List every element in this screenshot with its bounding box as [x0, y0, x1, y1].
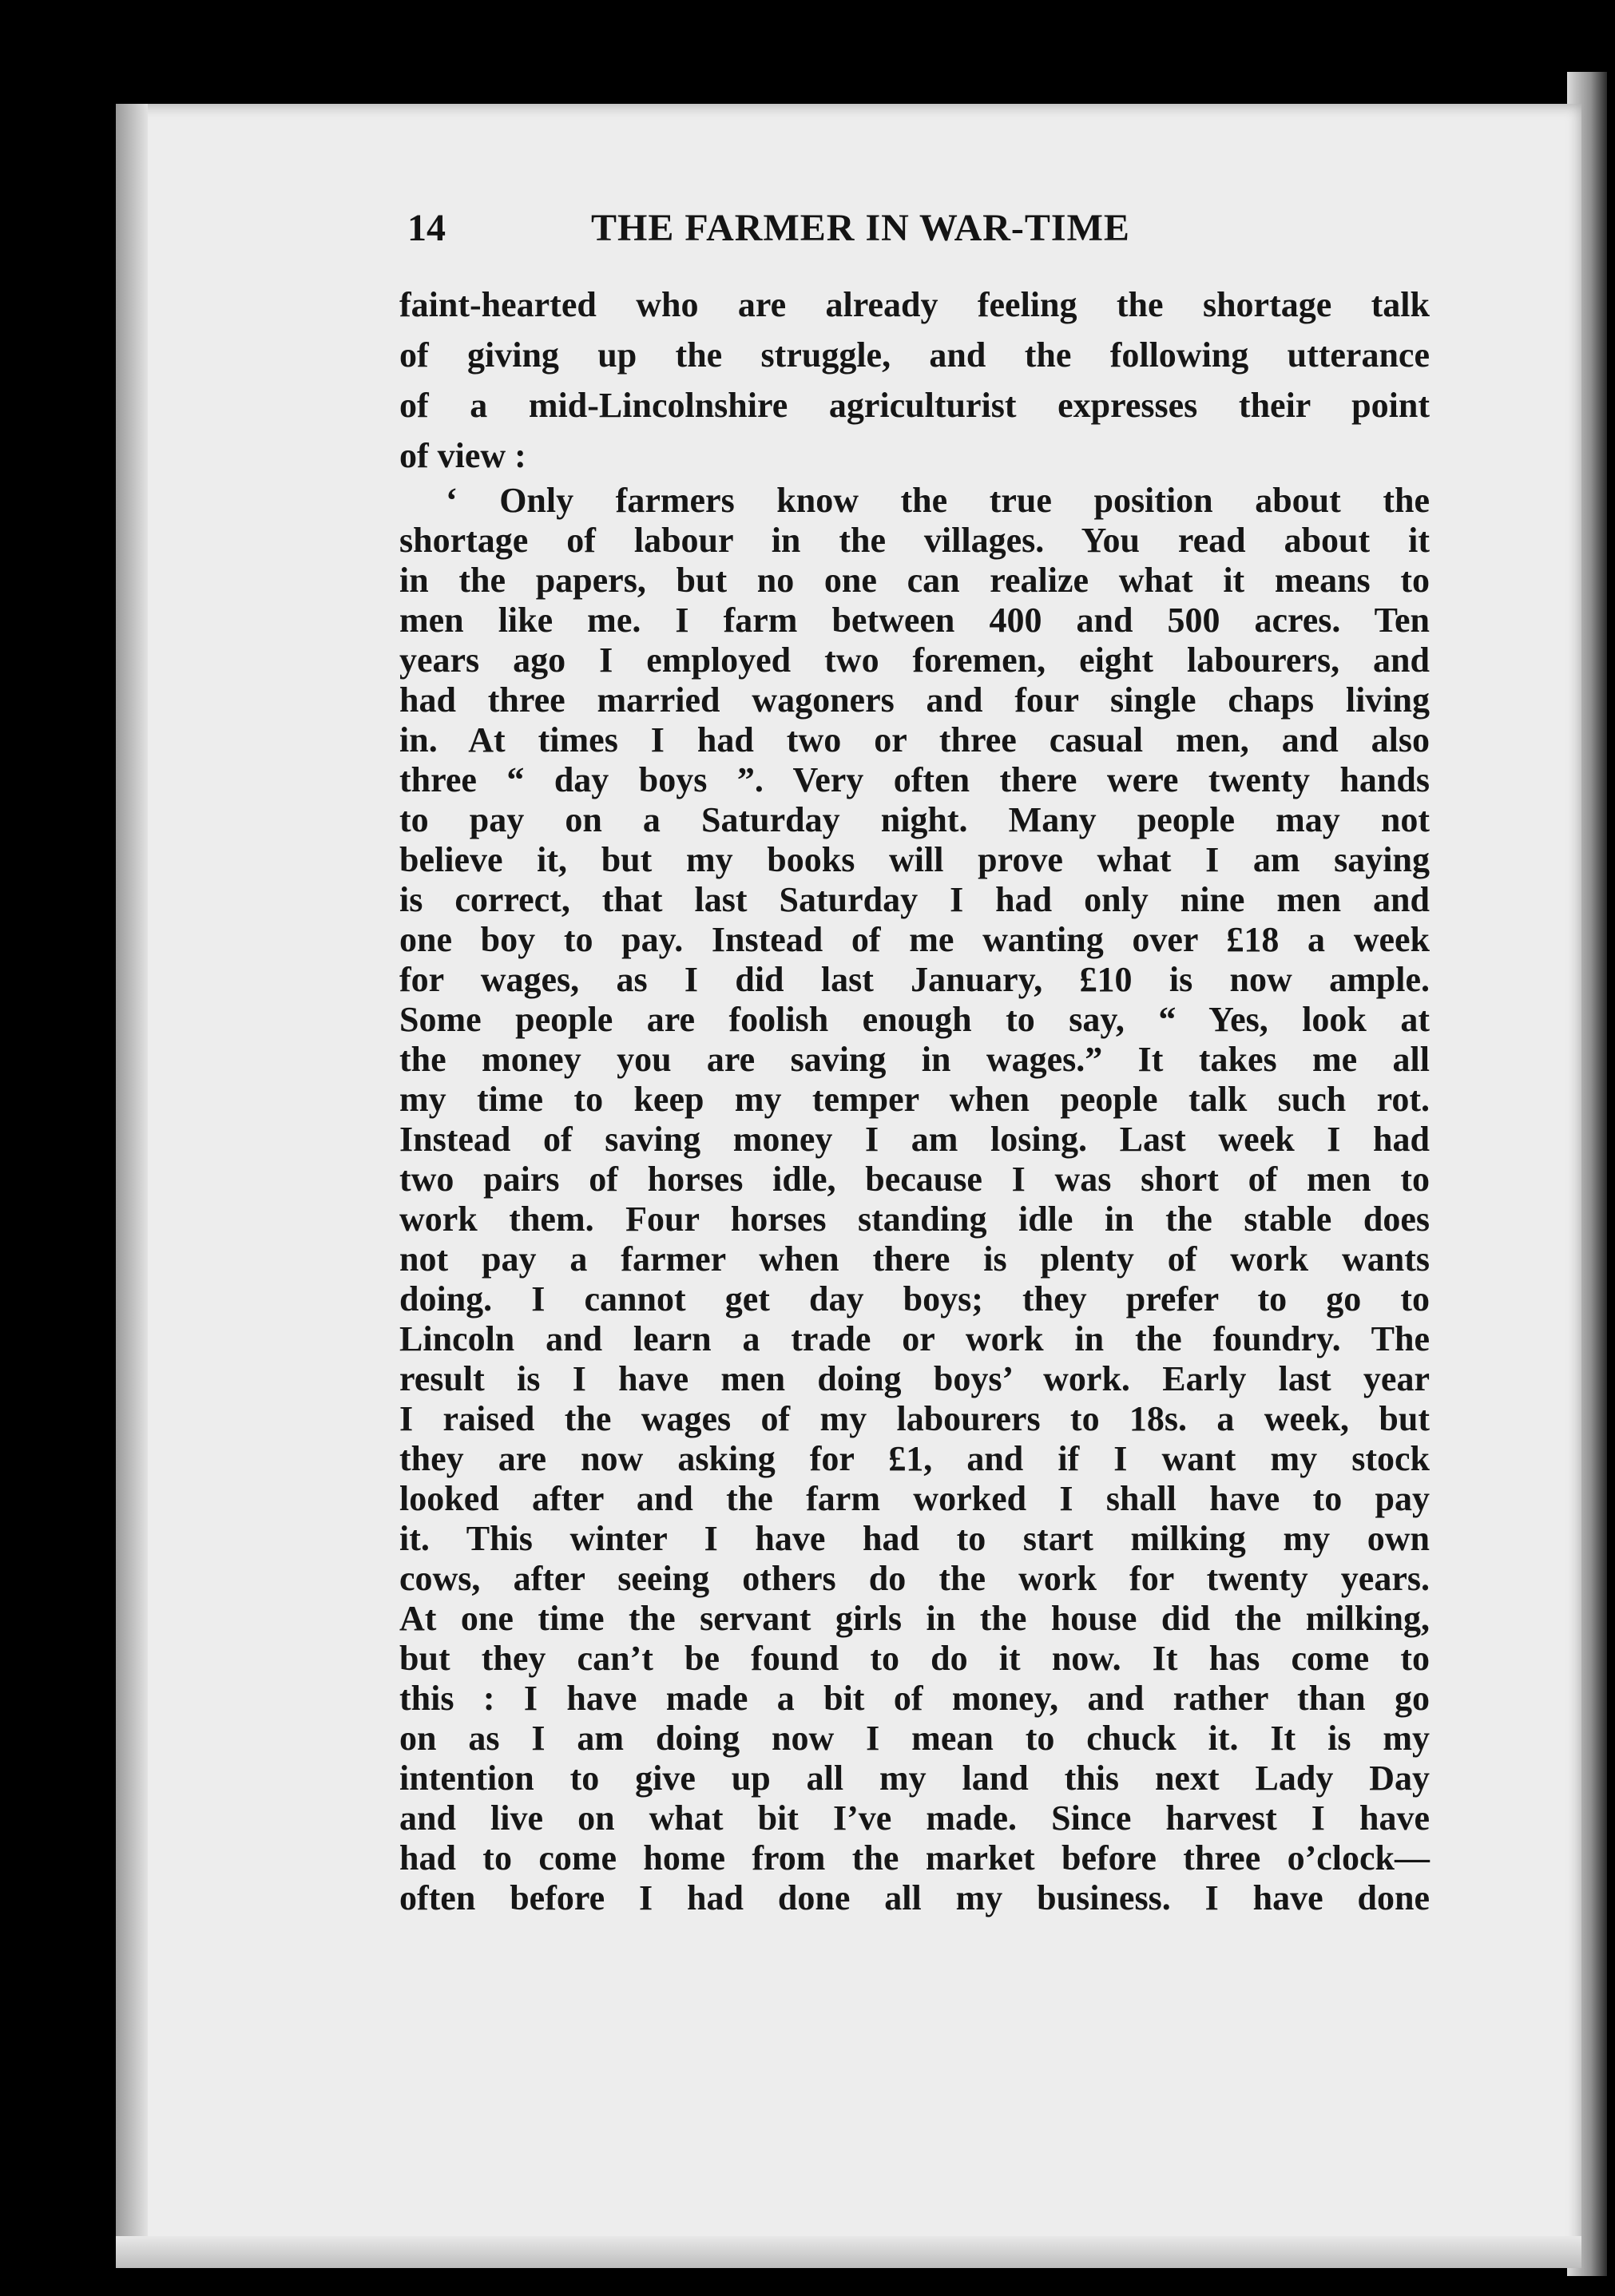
text-line: and live on what bit I’ve made. Since harvest I have — [399, 1798, 1430, 1838]
body-text — [399, 280, 1430, 1918]
text-line: on as I am doing now I mean to chuck it. It is my — [399, 1719, 1430, 1758]
text-line: often before I had done all my business. I have done — [399, 1878, 1430, 1917]
text-line: ‘ Only farmers know the true position about the — [446, 481, 1430, 520]
text-line: cows, after seeing others do the work for twenty years. — [399, 1559, 1430, 1598]
text-line: the money you are saving in wages.” It takes me all — [399, 1040, 1430, 1079]
running-title: THE FARMER IN WAR-TIME — [591, 207, 1130, 249]
page-number: 14 — [407, 207, 446, 249]
text-line: faint-hearted who are already feeling the shortage talk — [399, 285, 1430, 324]
text-line: shortage of labour in the villages. You read about it — [399, 521, 1430, 560]
text-line: Instead of saving money I am losing. Last week I had — [399, 1120, 1430, 1159]
text-line: this : I have made a bit of money, and rather than go — [399, 1679, 1430, 1718]
text-line: doing. I cannot get day boys; they prefer to go to — [399, 1279, 1430, 1319]
text-line: three “ day boys ”. Very often there were twenty hands — [399, 760, 1430, 799]
text-line: not pay a farmer when there is plenty of work wants — [399, 1239, 1430, 1279]
text-line: had three married wagoners and four single chaps living — [399, 680, 1430, 720]
text-line: my time to keep my temper when people talk such rot. — [399, 1080, 1430, 1119]
text-line: Lincoln and learn a trade or work in the foundry. The — [399, 1319, 1430, 1358]
text-line: one boy to pay. Instead of me wanting over £18 a week — [399, 920, 1430, 959]
text-line: of view : — [399, 436, 526, 475]
text-line: At one time the servant girls in the house did the milking, — [399, 1599, 1430, 1638]
text-line: in. At times I had two or three casual men, and also — [399, 720, 1430, 759]
text-line: two pairs of horses idle, because I was short of men to — [399, 1160, 1430, 1199]
text-line: in the papers, but no one can realize what it means to — [399, 561, 1430, 600]
text-line: result is I have men doing boys’ work. Early last year — [399, 1359, 1430, 1398]
text-line: for wages, as I did last January, £10 is now ample. — [399, 960, 1430, 999]
text-line: Some people are foolish enough to say, “ Yes, look at — [399, 1000, 1430, 1039]
running-head — [407, 206, 1254, 254]
text-line: of giving up the struggle, and the following utterance — [399, 335, 1430, 375]
text-line: years ago I employed two foremen, eight labourers, and — [399, 640, 1430, 680]
text-line: to pay on a Saturday night. Many people may not — [399, 800, 1430, 839]
text-line: but they can’t be found to do it now. It has come to — [399, 1639, 1430, 1678]
text-line: of a mid-Lincolnshire agriculturist expresses their point — [399, 386, 1430, 425]
text-line: work them. Four horses standing idle in the stable does — [399, 1200, 1430, 1239]
text-line: believe it, but my books will prove what I am saying — [399, 840, 1430, 879]
text-line: men like me. I farm between 400 and 500 acres. Ten — [399, 601, 1430, 640]
text-line: they are now asking for £1, and if I want my stock — [399, 1439, 1430, 1478]
text-line: is correct, that last Saturday I had only nine men and — [399, 880, 1430, 919]
page-bottom-edge — [116, 2236, 1581, 2268]
page-edge-left — [116, 104, 148, 2268]
text-line: I raised the wages of my labourers to 18s. a week, but — [399, 1399, 1430, 1438]
text-line: intention to give up all my land this next Lady Day — [399, 1759, 1430, 1798]
text-line: looked after and the farm worked I shall have to pay — [399, 1479, 1430, 1518]
text-line: it. This winter I have had to start milking my own — [399, 1519, 1430, 1558]
text-line: had to come home from the market before three o’clock— — [399, 1838, 1430, 1878]
